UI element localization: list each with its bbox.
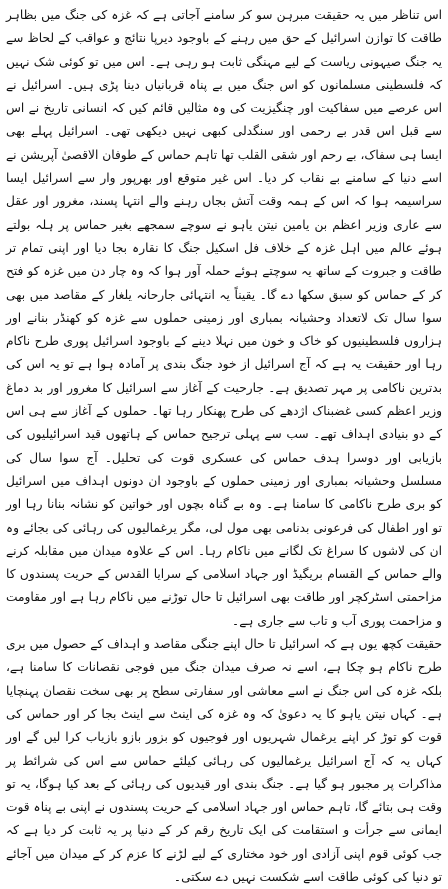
article-paragraph-1: اس تناظر میں یہ حقیقت مبرہن سو کر سامنے آجاتی ہے کہ غزہ کی جنگ میں بظاہر طاقت کا توازن اسرائیل کے حق میں رہنے کے باوجود دیرپا نتائج و عواقب کے لحاظ سے یہ جنگ صیہونی ریاست کے لیے مہنگی ثابت ہو رہی ہے۔ اس میں تو کوئی شک نہیں کہ فلسطینی مسلمانوں کو اس جنگ میں بے پناہ قربانیاں دینا پڑی ہیں۔ اسرائیل نے اس عرصے میں سفاکیت اور چنگیزیت کی وہ مثالیں قائم کیں کہ انسانی تاریخ نے اس سے قبل اس قدر بے رحمی اور سنگدلی کبھی نہیں دیکھی تھی۔ اسرائیل پہلے بھی ایسا ہی سفاک، بے رحم اور شقی القلب تھا تاہم حماس کے طوفان الاقصیٰ آپریشن نے اسے دنیا کے سامنے بے نقاب کر دیا۔ اس غیر متوقع اور بھرپور وار سے اسرائیل ایسا سراسیمہ ہوا کہ اس کے ہمہ وقت آتش بجاں رہنے والے انتہا پسند، مغرور اور عقل سے عاری وزیر اعظم بن یامین نیتن یاہو نے سوچے سمجھے بغیر حماس پر ہلہ بولتے ہوئے عالم میں اہل غزہ کے خلاف فل اسکیل جنگ کا نقارہ بجا دیا اور اپنی تمام تر طاقت و جبروت کے ساتھ یہ سوچتے ہوئے حملہ آور ہوا کہ وہ چار دن میں غزہ کو فتح کر کے حماس کو سبق سکھا دے گا۔ یقیناً یہ انتہائی جارحانہ یلغار کے مقاصد میں بھی سوا سال تک لاتعداد وحشیانہ بمباری اور زمینی حملوں سے غزہ کو کھنڈر بنانے اور ہزاروں فلسطینیوں کو خاک و خون میں نہلا دینے کے باوجود اسرائیل پوری طرح ناکام رہا اور حقیقت یہ ہے کہ آج اسرائیل از خود جنگ بندی پر آمادہ ہوا ہے تو یہ اس کی بدترین ناکامی پر مہر تصدیق ہے۔ جارحیت کے آغاز سے اسرائیل کا مغرور اور بد دماغ وزیر اعظم کسی غضبناک اژدھے کی طرح پھنکار رہا تھا۔ حملوں کے آغاز سے ہی اس کے دو بنیادی اہداف تھے۔ سب سے پہلی ترجیح حماس کے ہاتھوں قید اسرائیلیوں کی بازیابی اور دوسرا ہدف حماس کی عسکری قوت کی تحلیل۔ آج سوا سال کی مسلسل وحشیانہ بمباری اور زمینی حملوں کے باوجود ان دونوں اہداف میں اسرائیل کو بری طرح ناکامی کا سامنا ہے۔ وہ بے گناہ بچوں اور خواتین کو نشانہ بنانا رہا اور تو اور اطفال کی فرعونی بدنامی بھی مول لی، مگر یرغمالیوں کی رہائی کی بجائے وہ ان کی لاشوں کا سراغ تک لگانے میں ناکام رہا۔ اس کے علاوہ میدان میں مقابلہ کرنے والے حماس کے القسام بریگیڈ اور جہاد اسلامی کے سرایا القدس کے حریت پسندوں کا مزاحمتی اسٹرکچر اور طاقت بھی اسرائیل تا حال توڑنے میں ناکام رہا ہے اور مقاومت و مزاحمت پوری آب و تاب سے جاری ہے۔	[6, 8, 442, 628]
article-paragraph-2: حقیقت کچھ یوں ہے کہ اسرائیل تا حال اپنے جنگی مقاصد و اہداف کے حصول میں بری طرح ناکام ہو چکا ہے، اسے نہ صرف میدان جنگ میں فوجی نقصانات کا سامنا ہے، بلکہ غزہ کی اس جنگ نے اسے معاشی اور سفارتی سطح پر بھی سخت نقصان پہنچایا ہے۔ کہاں نیتن یاہو کا یہ دعویٰ کہ وہ غزہ کی اینٹ سے اینٹ بجا کر اور حماس کی قوت کو توڑ کر اپنے یرغمال شہریوں اور فوجیوں کو بزور بازو بازیاب کرا لیں گے اور کہاں یہ کہ آج اسرائیل یرغمالیوں کی رہائی کیلئے حماس سے اس کی شرائط پر مذاکرات پر مجبور ہو گیا ہے۔ جنگ بندی اور قیدیوں کی رہائی کے بعد کیا ہوگا، یہ تو وقت ہی بتائے گا، تاہم حماس اور جہاد اسلامی کے حریت پسندوں نے اپنی بے پناہ قوت ایمانی سے جرأت و استقامت کی ایک تاریخ رقم کر کے دنیا پر یہ ثابت کر دیا ہے کہ جب کوئی قوم اپنی آزادی اور خود مختاری کے لیے لڑنے کا عزم کر کے میدان میں آجائے تو دنیا کی کوئی طاقت اسے شکست نہیں دے سکتی۔	[6, 637, 442, 884]
